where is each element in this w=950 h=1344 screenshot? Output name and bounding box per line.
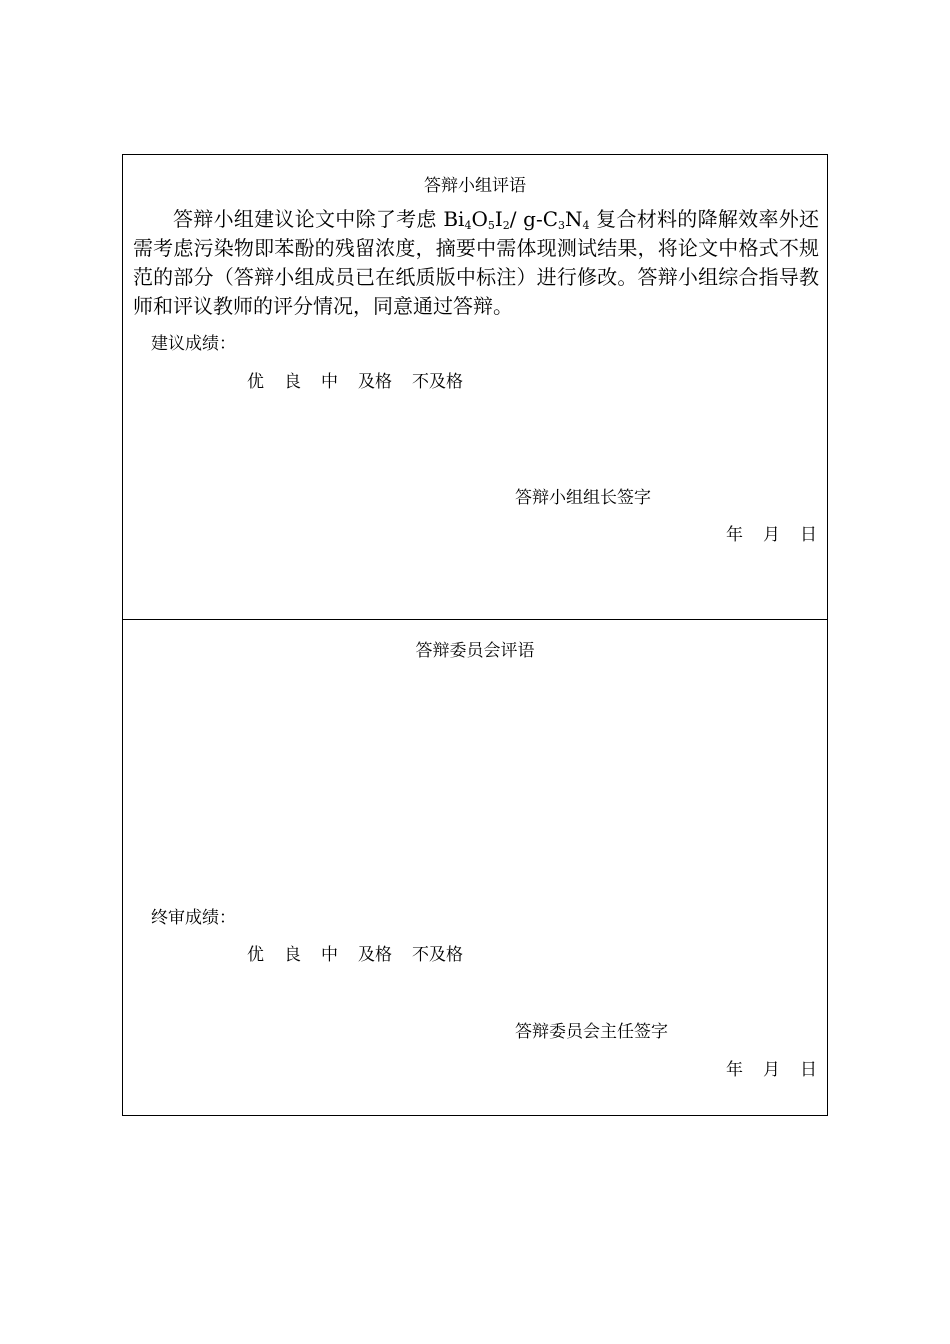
group-review-title: 答辩小组评语: [424, 176, 526, 196]
formula-part: / g-C: [509, 207, 559, 231]
grade-fail: 不及格: [412, 372, 463, 392]
group-review-date: [726, 520, 817, 545]
committee-chair-signature-label: 答辩委员会主任签字: [515, 1022, 668, 1042]
group-review-section: [123, 155, 827, 619]
group-leader-signature-label: 答辩小组组长签字: [515, 488, 651, 508]
formula-part: 4: [464, 219, 472, 232]
review-form-table: [122, 154, 828, 1116]
date-month: 月: [763, 1060, 780, 1080]
grade-excellent: 优: [247, 945, 264, 965]
grade-fail: 不及格: [412, 945, 463, 965]
formula-part: O: [471, 207, 488, 231]
suggested-grade-label: 建议成绩：: [151, 334, 236, 354]
committee-review-section: [123, 619, 827, 1116]
comment-after: 复合材料的降解效率外还需考虑污染物即苯酚的残留浓度，摘要中需体现测试结果，将论文中格式不规范的部分（答辩小组成员已在纸质版中标注）进行修改。答辩小组综合指导教师和评议教师的评分情况，同意通过答辩。: [133, 207, 820, 318]
formula-part: 4: [582, 219, 590, 232]
formula-part: I: [494, 207, 503, 231]
final-grade-options: [247, 940, 463, 965]
suggested-grade-options: [247, 367, 463, 392]
formula-part: N: [565, 207, 583, 231]
date-day: 日: [800, 1060, 817, 1080]
chemical-formula: [464, 207, 589, 231]
date-year: 年: [726, 525, 743, 545]
comment-before: 答辩小组建议论文中除了考虑 Bi: [173, 207, 465, 231]
grade-medium: 中: [321, 945, 338, 965]
grade-good: 良: [284, 945, 301, 965]
date-year: 年: [726, 1060, 743, 1080]
grade-pass: 及格: [358, 372, 392, 392]
date-day: 日: [800, 525, 817, 545]
formula-part: 5: [487, 219, 495, 232]
final-grade-label: 终审成绩：: [151, 908, 236, 928]
grade-medium: 中: [321, 372, 338, 392]
grade-pass: 及格: [358, 945, 392, 965]
grade-good: 良: [284, 372, 301, 392]
formula-part: 2: [502, 219, 510, 232]
committee-review-title: 答辩委员会评语: [415, 641, 535, 661]
date-month: 月: [763, 525, 780, 545]
group-review-comment: [133, 205, 819, 321]
formula-part: 3: [558, 219, 566, 232]
grade-excellent: 优: [247, 372, 264, 392]
committee-review-date: [726, 1055, 817, 1080]
